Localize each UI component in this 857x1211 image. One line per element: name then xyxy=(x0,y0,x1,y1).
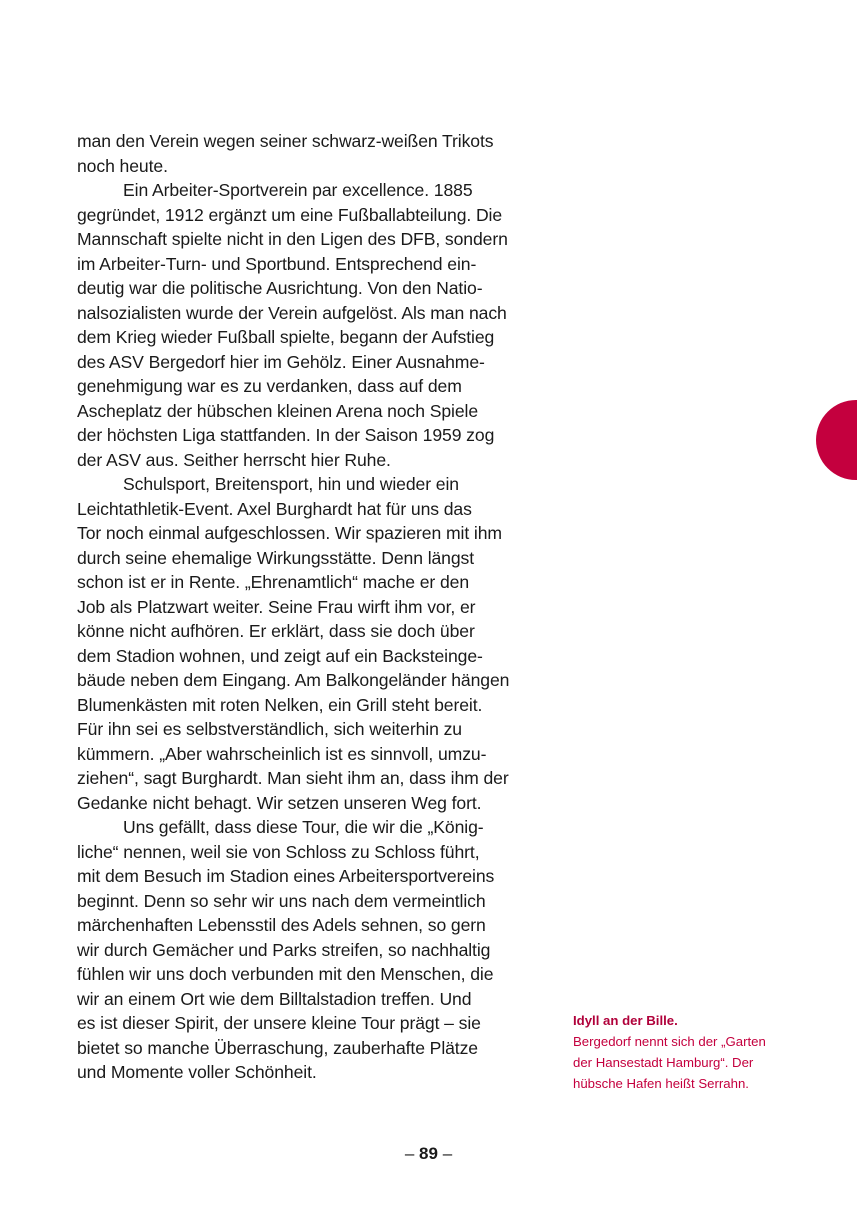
body-line: liche“ nennen, weil sie von Schloss zu Schloss führt, xyxy=(77,841,480,862)
body-line: bietet so manche Überraschung, zauberhafte Plätze xyxy=(77,1037,478,1058)
body-line: kümmern. „Aber wahrscheinlich ist es sinnvoll, umzu- xyxy=(77,743,487,764)
body-line: Blumenkästen mit roten Nelken, ein Grill steht bereit. xyxy=(77,694,483,715)
body-line: der höchsten Liga stattfanden. In der Saison 1959 zog xyxy=(77,425,495,445)
body-line: märchenhaften Lebensstil des Adels sehnen, so gern xyxy=(77,915,486,935)
body-line: mit dem Besuch im Stadion eines Arbeitersportvereins xyxy=(77,866,495,886)
body-line: bäude neben dem Eingang. Am Balkongeländer hängen xyxy=(77,670,510,690)
body-line: durch seine ehemalige Wirkungsstätte. Denn längst xyxy=(77,547,475,568)
body-line: Job als Platzwart weiter. Seine Frau wirft ihm vor, er xyxy=(77,596,476,617)
body-line: Für ihn sei es selbstverständlich, sich weiterhin zu xyxy=(77,719,462,739)
body-line: es ist dieser Spirit, der unsere kleine Tour prägt – sie xyxy=(77,1013,481,1033)
body-line: beginnt. Denn so sehr wir uns nach dem vermeintlich xyxy=(77,890,486,911)
body-line: Uns gefällt, dass diese Tour, die wir die „König- xyxy=(123,817,484,837)
body-line: Gedanke nicht behagt. Wir setzen unseren Weg fort. xyxy=(77,792,482,813)
chapter-tab-marker xyxy=(816,400,857,480)
body-line: ziehen“, sagt Burghardt. Man sieht ihm an, dass ihm der xyxy=(77,768,509,788)
body-line: noch heute. xyxy=(77,155,168,176)
caption-line: Bergedorf nennt sich der „Garten xyxy=(573,1034,766,1049)
page-number-value: 89 xyxy=(419,1144,438,1163)
body-line: könne nicht aufhören. Er erklärt, dass sie doch über xyxy=(77,621,475,641)
body-line: der ASV aus. Seither herrscht hier Ruhe. xyxy=(77,449,391,470)
page-number-dash-left: – xyxy=(404,1144,415,1163)
page-number xyxy=(0,1143,857,1165)
body-line: fühlen wir uns doch verbunden mit den Menschen, die xyxy=(77,964,494,984)
body-line: nalsozialisten wurde der Verein aufgelöst. Als man nach xyxy=(77,302,507,323)
body-text xyxy=(77,129,535,1085)
body-line: des ASV Bergedorf hier im Gehölz. Einer Ausnahme- xyxy=(77,351,485,372)
body-line: wir an einem Ort wie dem Billtalstadion treffen. Und xyxy=(77,988,472,1009)
body-line: schon ist er in Rente. „Ehrenamtlich“ mache er den xyxy=(77,572,470,592)
body-line: gegründet, 1912 ergänzt um eine Fußballabteilung. Die xyxy=(77,204,503,225)
body-line: Ein Arbeiter-Sportverein par excellence. 1885 xyxy=(123,180,473,200)
caption-title: Idyll an der Bille. xyxy=(573,1013,678,1028)
caption-line: hübsche Hafen heißt Serrahn. xyxy=(573,1076,749,1091)
body-line: Leichtathletik-Event. Axel Burghardt hat für uns das xyxy=(77,498,472,519)
body-line: dem Stadion wohnen, und zeigt auf ein Backsteinge- xyxy=(77,645,483,666)
body-line: genehmigung war es zu verdanken, dass auf dem xyxy=(77,376,462,396)
body-line: Mannschaft spielte nicht in den Ligen des DFB, sondern xyxy=(77,229,508,249)
body-line: Tor noch einmal aufgeschlossen. Wir spazieren mit ihm xyxy=(77,523,502,543)
body-line: dem Krieg wieder Fußball spielte, begann der Aufstieg xyxy=(77,327,495,347)
page-number-dash-right: – xyxy=(442,1144,453,1163)
body-line: Schulsport, Breitensport, hin und wieder ein xyxy=(123,474,459,494)
body-line: man den Verein wegen seiner schwarz-weißen Trikots xyxy=(77,131,494,151)
caption-line: der Hansestadt Hamburg“. Der xyxy=(573,1055,754,1070)
body-line: Ascheplatz der hübschen kleinen Arena noch Spiele xyxy=(77,400,479,421)
body-line: deutig war die politische Ausrichtung. Von den Natio- xyxy=(77,278,483,298)
body-line: wir durch Gemächer und Parks streifen, so nachhaltig xyxy=(77,939,491,960)
body-line: und Momente voller Schönheit. xyxy=(77,1062,317,1082)
body-line: im Arbeiter-Turn- und Sportbund. Entsprechend ein- xyxy=(77,253,477,274)
image-caption xyxy=(573,1010,823,1094)
